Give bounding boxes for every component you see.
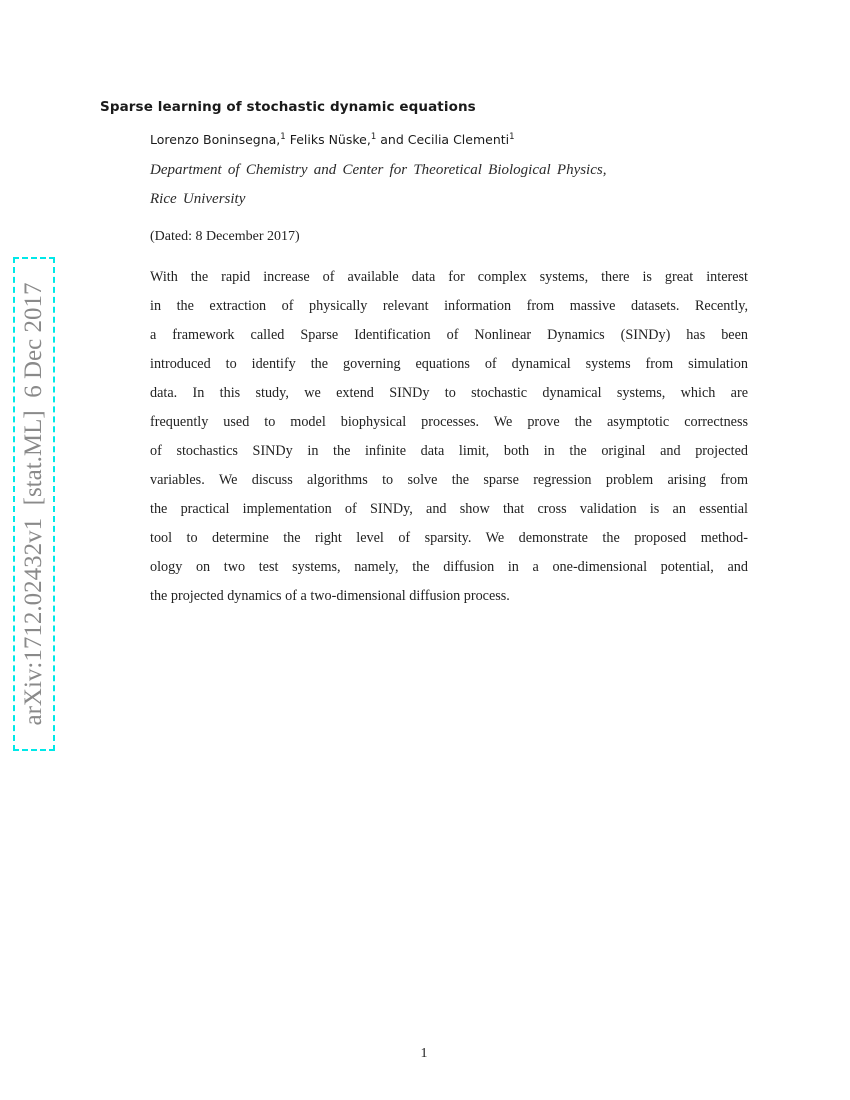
abstract-line: data. In this study, we extend SINDy to stochastic dynamical systems, which are: [150, 385, 748, 401]
abstract-line: a framework called Sparse Identification of Nonlinear Dynamics (SINDy) has been: [150, 327, 748, 343]
dated-line: (Dated: 8 December 2017): [150, 229, 300, 244]
abstract-line: With the rapid increase of available data for complex systems, there is great interest: [150, 269, 748, 285]
arxiv-watermark-text: arXiv:1712.02432v1 [stat.ML] 6 Dec 2017: [20, 282, 47, 726]
abstract-line: in the extraction of physically relevant information from massive datasets. Recently,: [150, 298, 748, 314]
arxiv-watermark-box: [13, 257, 55, 751]
abstract-line: the practical implementation of SINDy, and show that cross validation is an essential: [150, 501, 748, 517]
paper-title: Sparse learning of stochastic dynamic equations: [100, 99, 476, 115]
affiliation-line-2: Rice University: [150, 191, 246, 207]
abstract-line: the projected dynamics of a two-dimensional diffusion process.: [150, 588, 510, 604]
author-line: [150, 132, 515, 147]
author-name: Feliks Nüske,: [289, 132, 371, 147]
abstract-line: variables. We discuss algorithms to solve the sparse regression problem arising from: [150, 472, 748, 488]
author-affiliation-mark: 1: [280, 131, 286, 142]
author-name: and Cecilia Clementi: [380, 132, 510, 147]
author-affiliation-mark: 1: [509, 131, 515, 142]
abstract-line: introduced to identify the governing equations of dynamical systems from simulation: [150, 356, 748, 372]
author-name: Lorenzo Boninsegna,: [150, 132, 281, 147]
abstract-line: frequently used to model biophysical processes. We prove the asymptotic correctness: [150, 414, 748, 430]
abstract-line: of stochastics SINDy in the infinite data limit, both in the original and projected: [150, 443, 748, 459]
abstract-line: tool to determine the right level of sparsity. We demonstrate the proposed method-: [150, 530, 748, 546]
abstract-line: ology on two test systems, namely, the diffusion in a one-dimensional potential, and: [150, 559, 748, 575]
author-affiliation-mark: 1: [370, 131, 377, 142]
affiliation-line-1: Department of Chemistry and Center for Theoretical Biological Physics,: [150, 162, 607, 178]
abstract: [150, 263, 748, 611]
page-number: 1: [420, 1046, 428, 1061]
